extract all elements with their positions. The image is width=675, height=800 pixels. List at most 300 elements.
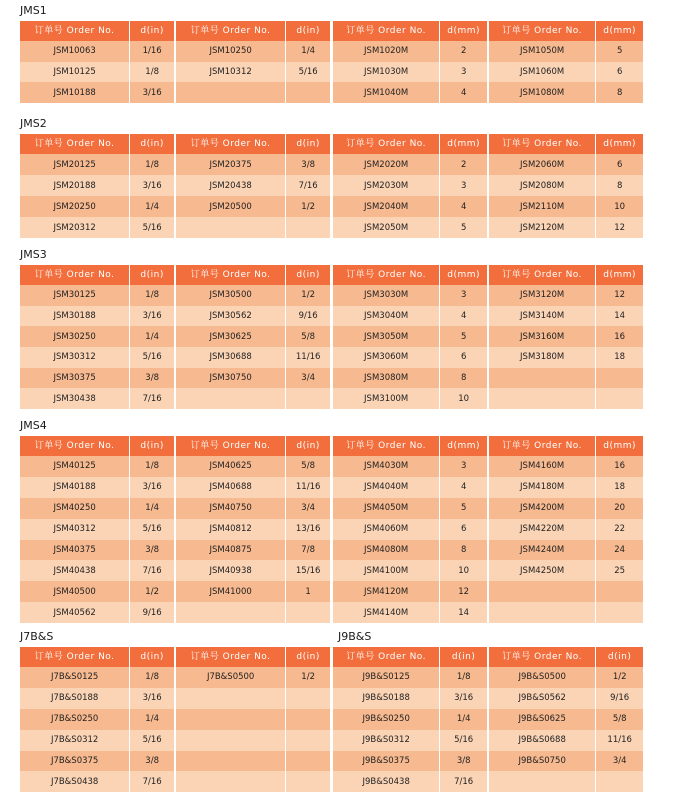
diameter-cell: 1/2 [145, 586, 159, 597]
table-row [333, 41, 487, 62]
spec-table [176, 134, 330, 238]
diameter-cell: 3/16 [142, 693, 162, 704]
order-number-cell: JSM30312 [20, 347, 130, 368]
table-row [20, 477, 174, 498]
order-number-cell [176, 82, 286, 103]
table-row [333, 154, 487, 175]
table-row [489, 709, 643, 730]
order-number-cell: J9B&S0375 [333, 751, 440, 772]
order-number-cell: JSM40562 [20, 602, 130, 623]
table-row [20, 326, 174, 347]
table-row [333, 519, 487, 540]
order-number-cell: J7B&S0250 [20, 709, 130, 730]
diameter-cell [286, 602, 330, 623]
spec-table [20, 21, 174, 103]
header-diameter: d(in) [140, 652, 164, 662]
order-number-cell [489, 581, 596, 602]
table-row [333, 581, 487, 602]
table-row [20, 368, 174, 389]
order-number-cell: JSM10063 [20, 41, 130, 62]
table-row [176, 285, 330, 306]
diameter-cell: 8 [460, 373, 467, 384]
table-row [333, 498, 487, 519]
order-number-cell [176, 709, 286, 730]
order-number-cell: JSM2060M [489, 154, 596, 175]
table-row [176, 477, 330, 498]
diameter-cell: 7/16 [142, 565, 162, 576]
table-row [176, 82, 330, 103]
diameter-cell: 7/16 [298, 180, 318, 191]
diameter-cell: 7/16 [454, 776, 474, 787]
diameter-cell: 3/4 [301, 503, 315, 514]
table-row [333, 771, 487, 792]
diameter-cell: 3/16 [142, 87, 162, 98]
table-row [489, 154, 643, 175]
order-number-cell: JSM40500 [20, 581, 130, 602]
order-number-cell: JSM40750 [176, 498, 286, 519]
table-body [333, 285, 487, 409]
order-number-cell: JSM2020M [333, 154, 440, 175]
table-row [333, 62, 487, 83]
diameter-cell: 1/16 [142, 46, 162, 57]
order-number-cell: J9B&S0312 [333, 730, 440, 751]
table-header [20, 436, 174, 456]
order-number-cell: JSM10125 [20, 62, 130, 83]
diameter-cell: 12 [614, 222, 626, 233]
diameter-cell [596, 368, 643, 389]
order-number-cell: JSM30188 [20, 306, 130, 327]
table-header [333, 647, 487, 667]
table-row [333, 388, 487, 409]
order-number-cell: JSM1060M [489, 62, 596, 83]
order-number-cell: J7B&S0125 [20, 667, 130, 688]
diameter-cell: 1/8 [145, 159, 159, 170]
diameter-cell: 1/8 [145, 290, 159, 301]
table-row [489, 688, 643, 709]
spec-table [176, 436, 330, 623]
table-row [176, 388, 330, 409]
table-row [489, 519, 643, 540]
diameter-cell: 3/8 [145, 756, 159, 766]
table-row [20, 306, 174, 327]
table-row [20, 196, 174, 217]
table-row [333, 82, 487, 103]
diameter-cell [286, 730, 330, 751]
table-body [333, 41, 487, 103]
diameter-cell: 11/16 [295, 482, 321, 493]
table-row [176, 62, 330, 83]
spec-table [20, 265, 174, 409]
diameter-cell [596, 388, 643, 409]
diameter-cell: 1/8 [145, 67, 159, 78]
table-row [20, 688, 174, 709]
order-number-cell [176, 688, 286, 709]
table-header [489, 265, 643, 285]
diameter-cell: 5/16 [142, 524, 162, 535]
table-row [489, 62, 643, 83]
table-row [176, 730, 330, 751]
diameter-cell: 18 [614, 352, 626, 363]
diameter-cell: 3 [460, 180, 467, 191]
header-order-number: 订单号 Order No. [176, 21, 286, 41]
order-number-cell: J9B&S0438 [333, 771, 440, 792]
order-number-cell: JSM4160M [489, 456, 596, 477]
table-row [489, 306, 643, 327]
order-number-cell: J9B&S0688 [489, 730, 596, 751]
table-row [489, 751, 643, 772]
diameter-cell: 3/4 [301, 373, 315, 384]
diameter-cell: 4 [460, 311, 467, 322]
diameter-cell: 4 [460, 482, 467, 493]
header-diameter: d(mm) [603, 270, 637, 280]
table-row [176, 667, 330, 688]
diameter-cell: 1/4 [301, 46, 315, 57]
table-row [176, 751, 330, 772]
order-number-cell: JSM3100M [333, 388, 440, 409]
section-title: J7B&S [20, 630, 54, 643]
diameter-cell: 5 [460, 222, 467, 233]
table-row [176, 688, 330, 709]
table-row [176, 771, 330, 792]
order-number-cell: JSM4220M [489, 519, 596, 540]
table-row [333, 306, 487, 327]
table-body [20, 154, 174, 238]
spec-table [333, 134, 487, 238]
table-row [489, 196, 643, 217]
table-header [20, 647, 174, 667]
table-row [176, 347, 330, 368]
table-header [333, 265, 487, 285]
table-row [333, 709, 487, 730]
header-diameter: d(mm) [603, 26, 637, 36]
order-number-cell: JSM4060M [333, 519, 440, 540]
table-row [489, 560, 643, 581]
order-number-cell: JSM40125 [20, 456, 130, 477]
table-body [489, 285, 643, 409]
table-row [489, 41, 643, 62]
diameter-cell: 9/16 [142, 607, 162, 618]
table-row [333, 347, 487, 368]
table-row [489, 368, 643, 389]
spec-table [333, 647, 487, 792]
order-number-cell: JSM4120M [333, 581, 440, 602]
diameter-cell: 1/8 [456, 672, 471, 683]
order-number-cell: JSM2080M [489, 175, 596, 196]
order-number-cell: JSM2040M [333, 196, 440, 217]
order-number-cell [489, 771, 596, 792]
header-order-number: 订单号 Order No. [176, 436, 286, 456]
diameter-cell [596, 771, 643, 792]
order-number-cell: J7B&S0375 [20, 751, 130, 772]
diameter-cell [286, 771, 330, 792]
order-number-cell: JSM4080M [333, 540, 440, 561]
order-number-cell: JSM3140M [489, 306, 596, 327]
table-body [20, 41, 174, 103]
table-row [176, 41, 330, 62]
table-row [489, 285, 643, 306]
diameter-cell: 7/16 [142, 393, 162, 404]
spec-table [176, 265, 330, 409]
order-number-cell: JSM20438 [176, 175, 286, 196]
table-body [176, 667, 330, 792]
diameter-cell: 24 [614, 545, 626, 555]
table-row [333, 602, 487, 623]
diameter-cell: 3/16 [142, 180, 162, 191]
table-body [176, 285, 330, 409]
table-row [176, 326, 330, 347]
diameter-cell: 15/16 [295, 565, 321, 576]
diameter-cell: 22 [614, 524, 626, 535]
diameter-cell: 12 [458, 586, 470, 597]
diameter-cell [286, 751, 330, 772]
diameter-cell: 1/4 [145, 714, 159, 725]
table-row [176, 456, 330, 477]
diameter-cell: 16 [614, 331, 626, 342]
order-number-cell: JSM4050M [333, 498, 440, 519]
section-title: JMS3 [20, 248, 47, 261]
header-order-number: 订单号 Order No. [333, 134, 440, 154]
header-diameter: d(in) [140, 441, 164, 451]
table-row [489, 667, 643, 688]
order-number-cell: JSM40688 [176, 477, 286, 498]
table-row [20, 347, 174, 368]
order-number-cell: JSM4200M [489, 498, 596, 519]
header-order-number: 订单号 Order No. [333, 265, 440, 285]
order-number-cell [176, 730, 286, 751]
table-row [489, 730, 643, 751]
table-row [20, 388, 174, 409]
table-header [176, 134, 330, 154]
table-body [333, 667, 487, 792]
diameter-cell: 25 [614, 565, 626, 576]
spec-table [489, 21, 643, 103]
header-diameter: d(in) [140, 139, 164, 149]
order-number-cell: J7B&S0500 [176, 667, 286, 688]
diameter-cell: 6 [460, 352, 467, 363]
diameter-cell: 8 [616, 87, 623, 98]
order-number-cell: JSM3120M [489, 285, 596, 306]
spec-table [20, 134, 174, 238]
table-row [20, 82, 174, 103]
header-diameter: d(in) [140, 270, 164, 280]
table-row [20, 498, 174, 519]
table-body [333, 456, 487, 623]
table-row [333, 368, 487, 389]
order-number-cell: JSM3050M [333, 326, 440, 347]
table-row [333, 688, 487, 709]
header-order-number: 订单号 Order No. [20, 21, 130, 41]
table-row [20, 540, 174, 561]
order-number-cell: JSM20188 [20, 175, 130, 196]
order-number-cell [489, 602, 596, 623]
order-number-cell: JSM4040M [333, 477, 440, 498]
order-number-cell: J7B&S0188 [20, 688, 130, 709]
table-row [489, 602, 643, 623]
table-body [333, 154, 487, 238]
table-row [333, 751, 487, 772]
header-order-number: 订单号 Order No. [333, 21, 440, 41]
diameter-cell: 5/16 [454, 735, 474, 746]
header-diameter: d(in) [296, 270, 320, 280]
diameter-cell: 20 [614, 503, 626, 514]
table-header [489, 134, 643, 154]
diameter-cell: 10 [614, 201, 626, 212]
table-row [489, 82, 643, 103]
table-row [489, 581, 643, 602]
table-body [176, 456, 330, 623]
header-order-number: 订单号 Order No. [20, 134, 130, 154]
diameter-cell [286, 82, 330, 103]
diameter-cell: 3/16 [142, 311, 162, 322]
order-number-cell: J7B&S0312 [20, 730, 130, 751]
order-number-cell: J7B&S0438 [20, 771, 130, 792]
diameter-cell: 7/16 [142, 776, 162, 787]
order-number-cell: JSM40438 [20, 560, 130, 581]
table-row [333, 540, 487, 561]
table-body [20, 285, 174, 409]
diameter-cell: 6 [616, 67, 623, 78]
diameter-cell [596, 581, 643, 602]
order-number-cell [176, 771, 286, 792]
table-row [489, 477, 643, 498]
diameter-cell: 3/8 [456, 756, 471, 766]
order-number-cell: J9B&S0125 [333, 667, 440, 688]
table-body [20, 456, 174, 623]
diameter-cell: 14 [614, 311, 626, 322]
order-number-cell: JSM1030M [333, 62, 440, 83]
table-header [489, 647, 643, 667]
header-diameter: d(mm) [603, 441, 637, 451]
order-number-cell: JSM20375 [176, 154, 286, 175]
spec-table [489, 647, 643, 792]
header-diameter: d(in) [296, 652, 320, 662]
section-title: JMS2 [20, 117, 47, 130]
table-body [176, 41, 330, 103]
order-number-cell: JSM2050M [333, 217, 440, 238]
order-number-cell: J9B&S0562 [489, 688, 596, 709]
diameter-cell: 1/2 [301, 672, 315, 683]
order-number-cell: JSM4140M [333, 602, 440, 623]
diameter-cell: 1/8 [145, 672, 159, 683]
table-row [20, 41, 174, 62]
table-row [176, 154, 330, 175]
diameter-cell: 16 [614, 461, 626, 472]
order-number-cell: JSM40812 [176, 519, 286, 540]
table-header [489, 436, 643, 456]
spec-table [489, 265, 643, 409]
order-number-cell: JSM1050M [489, 41, 596, 62]
table-row [489, 456, 643, 477]
table-row [176, 560, 330, 581]
table-row [333, 326, 487, 347]
order-number-cell: J9B&S0500 [489, 667, 596, 688]
order-number-cell: JSM30500 [176, 285, 286, 306]
diameter-cell: 1/4 [145, 331, 159, 342]
diameter-cell: 4 [460, 87, 467, 98]
table-row [20, 667, 174, 688]
table-row [20, 175, 174, 196]
order-number-cell: JSM3060M [333, 347, 440, 368]
table-row [176, 540, 330, 561]
table-row [333, 175, 487, 196]
table-row [176, 306, 330, 327]
diameter-cell: 1/2 [301, 290, 315, 301]
table-row [20, 560, 174, 581]
diameter-cell: 18 [614, 482, 626, 493]
order-number-cell: JSM30750 [176, 368, 286, 389]
diameter-cell: 10 [458, 565, 470, 576]
section-title: JMS4 [20, 419, 47, 432]
header-order-number: 订单号 Order No. [20, 436, 130, 456]
diameter-cell: 5/8 [301, 331, 315, 342]
order-number-cell [176, 602, 286, 623]
diameter-cell: 3/8 [145, 373, 159, 384]
order-number-cell: JSM1020M [333, 41, 440, 62]
table-row [489, 175, 643, 196]
table-row [20, 730, 174, 751]
order-number-cell: JSM4030M [333, 456, 440, 477]
order-number-cell: JSM2120M [489, 217, 596, 238]
table-header [176, 647, 330, 667]
diameter-cell: 3/8 [145, 545, 159, 555]
table-header [176, 265, 330, 285]
order-number-cell: JSM3160M [489, 326, 596, 347]
section-title: J9B&S [338, 630, 372, 643]
order-number-cell: JSM40938 [176, 560, 286, 581]
header-diameter: d(mm) [447, 270, 481, 280]
header-diameter: d(in) [140, 26, 164, 36]
spec-table [333, 436, 487, 623]
order-number-cell: JSM20125 [20, 154, 130, 175]
spec-table [489, 134, 643, 238]
order-number-cell: JSM4240M [489, 540, 596, 561]
order-number-cell: JSM40375 [20, 540, 130, 561]
diameter-cell [286, 388, 330, 409]
diameter-cell: 3/8 [301, 159, 315, 170]
table-row [176, 196, 330, 217]
header-diameter: d(in) [296, 441, 320, 451]
table-row [333, 667, 487, 688]
diameter-cell: 11/16 [607, 735, 632, 746]
header-diameter: d(in) [296, 26, 320, 36]
order-number-cell: JSM2030M [333, 175, 440, 196]
table-row [176, 498, 330, 519]
order-number-cell: JSM30625 [176, 326, 286, 347]
table-body [489, 41, 643, 103]
header-diameter: d(mm) [447, 441, 481, 451]
header-order-number: 订单号 Order No. [176, 647, 286, 667]
order-number-cell: JSM10312 [176, 62, 286, 83]
order-number-cell: JSM4100M [333, 560, 440, 581]
diameter-cell: 10 [458, 393, 470, 404]
table-body [176, 154, 330, 238]
diameter-cell: 1/4 [145, 201, 159, 212]
diameter-cell: 6 [616, 159, 623, 170]
header-order-number: 订单号 Order No. [20, 265, 130, 285]
diameter-cell: 8 [460, 545, 467, 555]
table-row [489, 326, 643, 347]
spec-table [176, 21, 330, 103]
table-body [489, 667, 643, 792]
table-row [20, 217, 174, 238]
table-body [20, 667, 174, 792]
order-number-cell: JSM30125 [20, 285, 130, 306]
order-number-cell [176, 388, 286, 409]
diameter-cell: 7/8 [301, 545, 315, 555]
table-row [20, 581, 174, 602]
table-row [176, 217, 330, 238]
diameter-cell: 11/16 [295, 352, 321, 363]
